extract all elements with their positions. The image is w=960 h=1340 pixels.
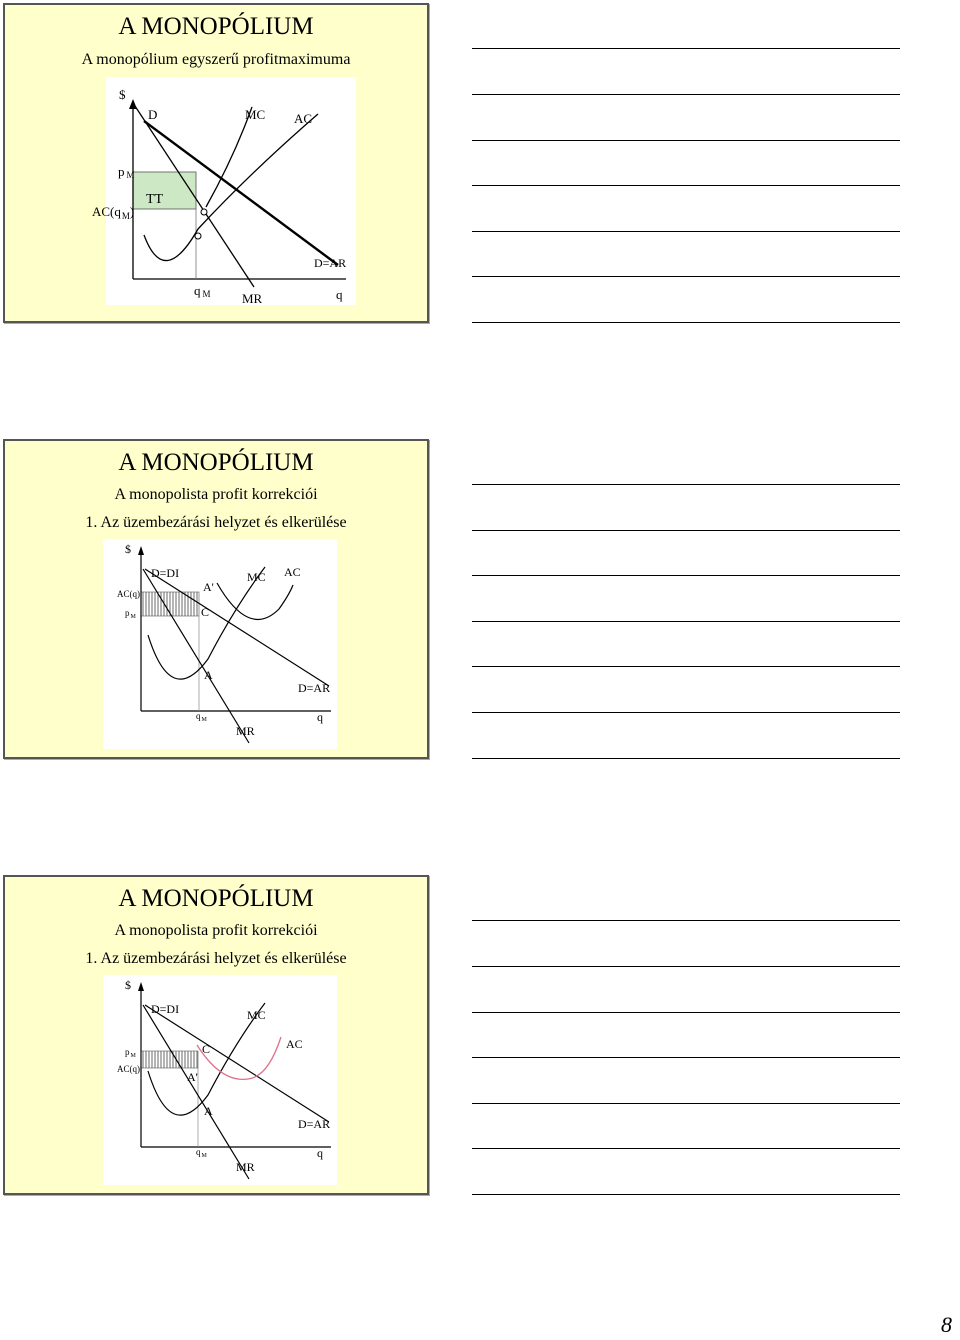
label-mc: MC — [245, 107, 266, 122]
point-ac-min — [201, 209, 207, 215]
slide-subtitle: A monopolista profit korrekciói — [114, 922, 318, 939]
label-mr: MR — [236, 1160, 255, 1174]
slide-1 — [3, 3, 429, 323]
page-number: 8 — [941, 1312, 952, 1337]
label-mc: MC — [247, 570, 266, 584]
label-pm: $p_M$ — [125, 608, 136, 620]
label-qm: $q_M$ — [196, 1147, 207, 1159]
note-line — [472, 276, 900, 277]
label-mr: MR — [242, 291, 263, 306]
note-line — [472, 1148, 900, 1149]
note-line — [472, 758, 900, 759]
slide-2 — [3, 439, 429, 759]
note-line — [472, 94, 900, 95]
slide-subtitle: A monopólium egyszerű profitmaximuma — [81, 51, 351, 68]
note-line — [472, 966, 900, 967]
label-acq: AC(q) — [117, 1064, 140, 1074]
point-mc-mr — [195, 233, 201, 239]
label-a: A — [204, 668, 213, 682]
label-dollar: $ — [119, 87, 126, 102]
note-line — [472, 1194, 900, 1195]
shutdown-diagram — [103, 539, 337, 749]
label-a: A — [204, 1104, 213, 1118]
profit-area — [133, 172, 196, 209]
label-pm: p M — [118, 164, 135, 180]
demand-line — [145, 569, 329, 686]
monopoly-profit-diagram — [92, 77, 356, 306]
label-acq: AC(q) — [117, 589, 140, 599]
note-line — [472, 920, 900, 921]
label-q: q — [317, 710, 323, 724]
label-q: q — [317, 1146, 323, 1160]
slide-subtitle: A monopolista profit korrekciói — [114, 486, 318, 503]
note-line — [472, 231, 900, 232]
slide-3 — [3, 875, 429, 1195]
label-aprime: A' — [187, 1070, 198, 1084]
y-axis-arrow — [138, 982, 144, 991]
label-ddi: D=DI — [151, 1002, 180, 1016]
ac-curve — [217, 583, 293, 619]
monopoly-profit-svg — [92, 77, 356, 306]
shutdown-avoid-svg — [103, 975, 337, 1185]
label-ddi: D=DI — [151, 566, 180, 580]
label-c: C — [202, 1042, 211, 1056]
label-qm: q M — [194, 283, 211, 299]
note-line — [472, 322, 900, 323]
label-aprime: A' — [203, 580, 214, 594]
shutdown-svg — [103, 539, 337, 749]
note-line — [472, 575, 900, 576]
label-q: q — [336, 287, 343, 302]
label-ac-qm: $AC(q_M)$ — [92, 204, 135, 221]
label-ac: AC — [286, 1037, 303, 1051]
slide-subtitle-2: 1. Az üzembezárási helyzet és elkerülése — [85, 950, 347, 967]
note-line — [472, 712, 900, 713]
slide-title: A MONOPÓLIUM — [118, 885, 314, 912]
label-dar: D=AR — [298, 1117, 331, 1131]
note-line — [472, 140, 900, 141]
label-dollar: $ — [125, 978, 131, 992]
label-ac: AC — [294, 111, 313, 126]
label-d: D — [148, 107, 158, 122]
profit-area — [141, 1051, 198, 1068]
note-line — [472, 48, 900, 49]
label-ac: AC — [284, 565, 301, 579]
note-line — [472, 1012, 900, 1013]
note-line — [472, 484, 900, 485]
label-dar: D=AR — [298, 681, 331, 695]
label-mc: MC — [247, 1008, 266, 1022]
note-line — [472, 530, 900, 531]
note-line — [472, 1103, 900, 1104]
label-dar: D=AR — [314, 256, 347, 270]
label-profit: TT — [146, 192, 164, 207]
slide-subtitle-2: 1. Az üzembezárási helyzet és elkerülése — [85, 514, 347, 531]
note-line — [472, 185, 900, 186]
note-line — [472, 666, 900, 667]
label-pm: $p_M$ — [125, 1047, 136, 1059]
label-dollar: $ — [125, 542, 131, 556]
note-line — [472, 1057, 900, 1058]
y-axis-arrow — [138, 546, 144, 555]
slide-title: A MONOPÓLIUM — [118, 449, 314, 476]
label-mr: MR — [236, 724, 255, 738]
note-line — [472, 621, 900, 622]
slide-title: A MONOPÓLIUM — [118, 13, 314, 40]
label-c: C — [201, 605, 210, 619]
shutdown-avoid-diagram — [103, 975, 337, 1185]
mc-curve — [206, 107, 252, 207]
label-qm: $q_M$ — [196, 711, 207, 723]
